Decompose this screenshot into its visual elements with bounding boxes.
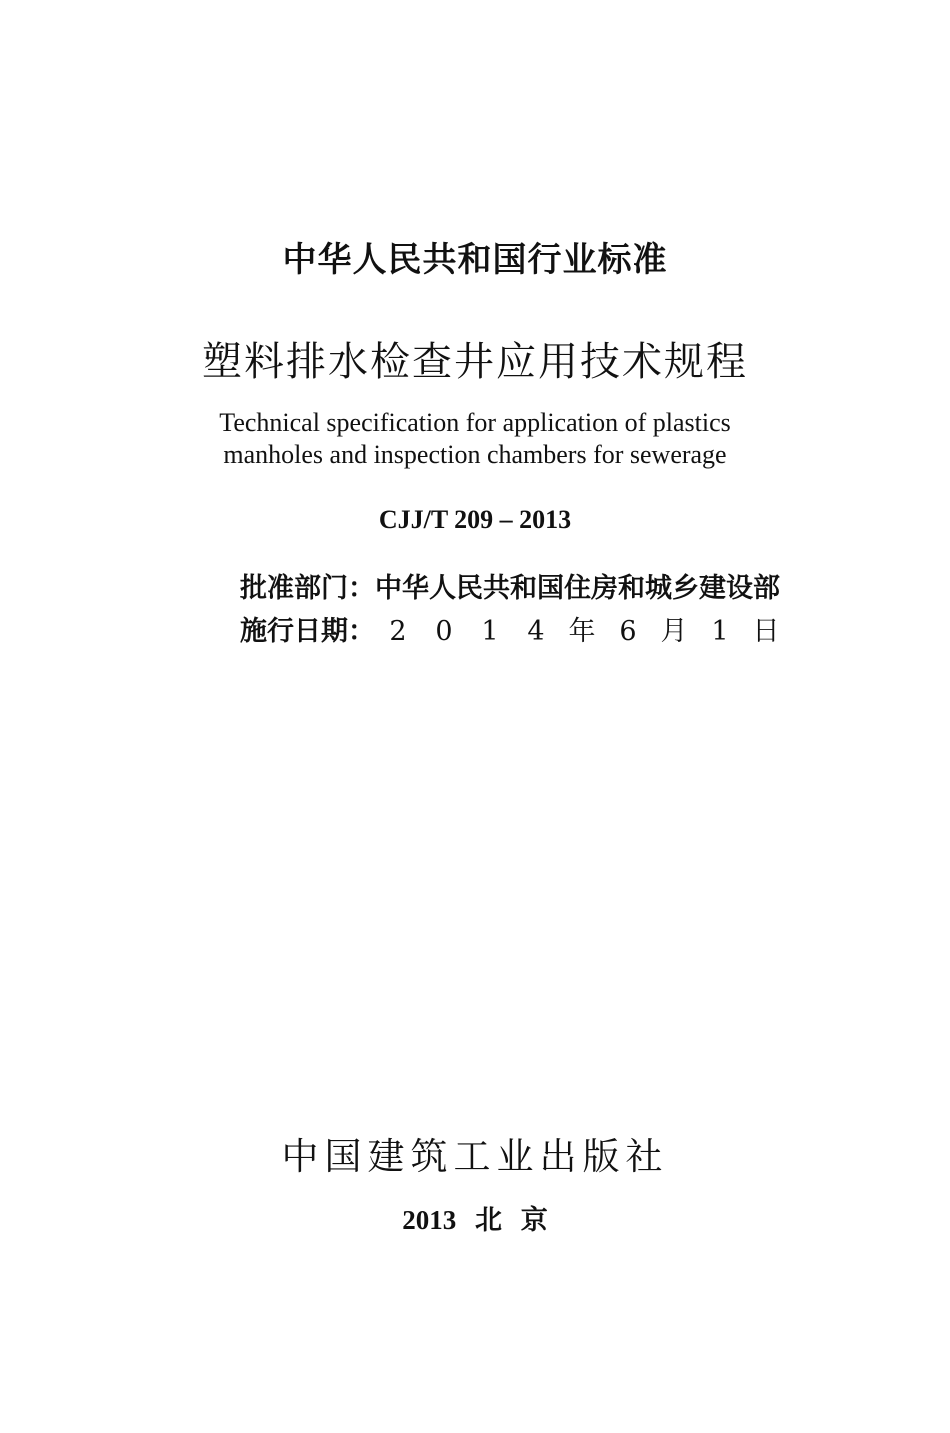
approval-department-row (240, 566, 800, 605)
document-title-chinese: 塑料排水检查井应用技术规程 (202, 339, 748, 385)
effective-date-char: 月 (660, 616, 688, 647)
effective-date-char: 1 (711, 616, 729, 647)
effective-date-label: 施行日期： (240, 616, 375, 647)
approval-department-value: 中华人民共和国住房和城乡建设部 (375, 573, 780, 604)
document-title-english-line-1: Technical specification for application of plastics (219, 408, 731, 437)
effective-date-row (240, 609, 800, 648)
effective-date-value (375, 616, 789, 647)
effective-date-char: 年 (568, 616, 596, 647)
standard-code: CJJ/T 209 – 2013 (378, 505, 572, 534)
publication-year-place: 2013 北 京 (402, 1205, 548, 1235)
effective-date-char: 0 (435, 616, 453, 647)
approval-department-label: 批准部门： (240, 573, 375, 604)
effective-date-char: 4 (527, 616, 545, 647)
effective-date-char: 日 (752, 616, 780, 647)
document-title-english-line-2: manholes and inspection chambers for sewerage (223, 440, 727, 469)
effective-date-char: 2 (389, 616, 407, 647)
effective-date-char: 6 (619, 616, 637, 647)
effective-date-char: 1 (481, 616, 499, 647)
publisher-name: 中国建筑工业出版社 (281, 1135, 669, 1178)
standard-category-heading: 中华人民共和国行业标准 (282, 240, 668, 280)
